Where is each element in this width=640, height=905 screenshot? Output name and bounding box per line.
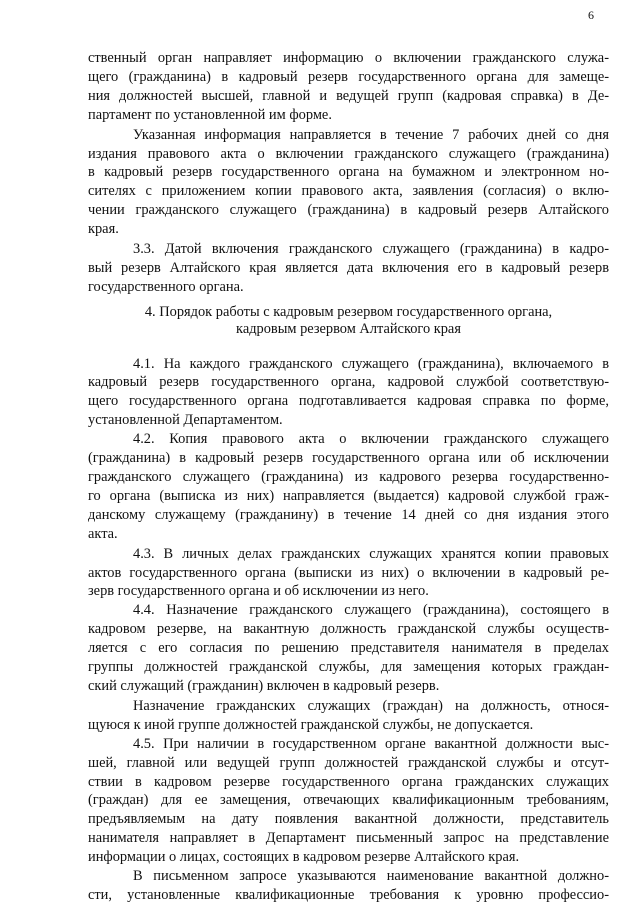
- text-line: актов государственного органа (выписки из них) о включении в кадровый ре-: [88, 564, 609, 581]
- text-line: го органа (выписка из них) направляется (выдается) кадровой службой граж-: [88, 487, 609, 504]
- text-line: ский служащий (гражданин) включен в кадровый резерв.: [88, 678, 440, 694]
- text-line: предъявляемым на дату появления вакантной должности, представитель: [88, 811, 609, 828]
- section-heading: 4. Порядок работы с кадровым резервом государственного органа,: [144, 304, 553, 321]
- text-line: ственный орган направляет информацию о включении гражданского служа-: [88, 50, 609, 66]
- text-line: нанимателя направляет в Департамент письменный запрос на представление: [88, 830, 609, 847]
- text-line: издания правового акта о включении гражданского служащего (гражданина): [88, 145, 609, 162]
- text-line: ствии в кадровом резерве государственного органа гражданских служащих: [88, 773, 609, 790]
- text-line: чении гражданского служащего (гражданина) в кадровый резерв Алтайского: [88, 202, 609, 219]
- text-line: шей, главной или ведущей групп должностей гражданской службы и отсут-: [88, 754, 609, 771]
- text-line: данскому служащему (гражданину) в течение 14 дней со дня издания этого: [88, 506, 609, 523]
- text-line: государственного органа.: [88, 278, 244, 295]
- text-line: щего государственного органа подготавливается кадровая справка по форме,: [88, 393, 609, 410]
- text-line: 4.2. Копия правового акта о включении гражданского служащего: [133, 431, 609, 448]
- text-line: 4.1. На каждого гражданского служащего (гражданина), включаемого в: [133, 355, 609, 372]
- page-number: 6: [588, 8, 594, 22]
- text-line: ния должностей высшей, главной и ведущей групп (кадровая справка) в Де-: [88, 87, 609, 104]
- text-line: края.: [88, 221, 119, 238]
- text-line: кадровый резерв государственного органа, кадровой службой соответствую-: [88, 374, 609, 391]
- text-line: Назначение гражданских служащих (граждан) на должность, относя-: [133, 697, 609, 714]
- text-line: партамент по установленной им форме.: [88, 106, 332, 123]
- text-line: установленной Департаментом.: [88, 412, 283, 429]
- text-line: кадровом резерве, на вакантную должность гражданской службы осуществ-: [88, 621, 609, 638]
- text-line: В письменном запросе указываются наименование вакантной должно-: [133, 868, 609, 885]
- text-line: (гражданина) в кадровый резерв государственного органа или об исключении: [88, 450, 609, 467]
- text-line: вый резерв Алтайского края является дата включения его в кадровый резерв: [88, 260, 609, 276]
- text-line: 4.4. Назначение гражданского служащего (гражданина), состоящего в: [133, 602, 609, 619]
- text-line: группы должностей гражданской службы, для замещения которых граждан-: [88, 659, 609, 676]
- text-line: гражданского служащего (гражданина) из кадрового резерва государственно-: [88, 469, 609, 485]
- section-heading: кадровым резервом Алтайского края: [236, 321, 461, 338]
- text-line: 4.3. В личных делах гражданских служащих хранятся копии правовых: [133, 545, 609, 562]
- text-line: сителях с приложением копии правового акта, заявления (согласия) о вклю-: [88, 183, 609, 200]
- text-line: в кадровый резерв государственного органа на бумажном и электронном но-: [88, 164, 609, 181]
- text-line: щуюся к иной группе должностей гражданской службы, не допускается.: [88, 716, 534, 733]
- text-line: щего (гражданина) в кадровый резерв государственного органа для замеще-: [88, 68, 609, 85]
- text-line: акта.: [88, 525, 118, 542]
- text-line: сти, установленные квалификационные требования к уровню профессио-: [88, 887, 609, 903]
- text-line: зерв государственного органа и об исключении из него.: [88, 583, 429, 600]
- text-line: 4.5. При наличии в государственном органе вакантной должности выс-: [133, 735, 609, 752]
- text-line: (граждан) для ее замещения, отвечающих квалификационным требованиям,: [88, 792, 609, 809]
- text-line: информации о лицах, состоящих в кадровом резерве Алтайского края.: [88, 849, 520, 866]
- text-line: 3.3. Датой включения гражданского служащего (гражданина) в кадро-: [133, 241, 609, 257]
- text-line: ляется с его согласия по решению представителя нанимателя в пределах: [88, 640, 609, 657]
- text-line: Указанная информация направляется в течение 7 рабочих дней со дня: [133, 126, 609, 143]
